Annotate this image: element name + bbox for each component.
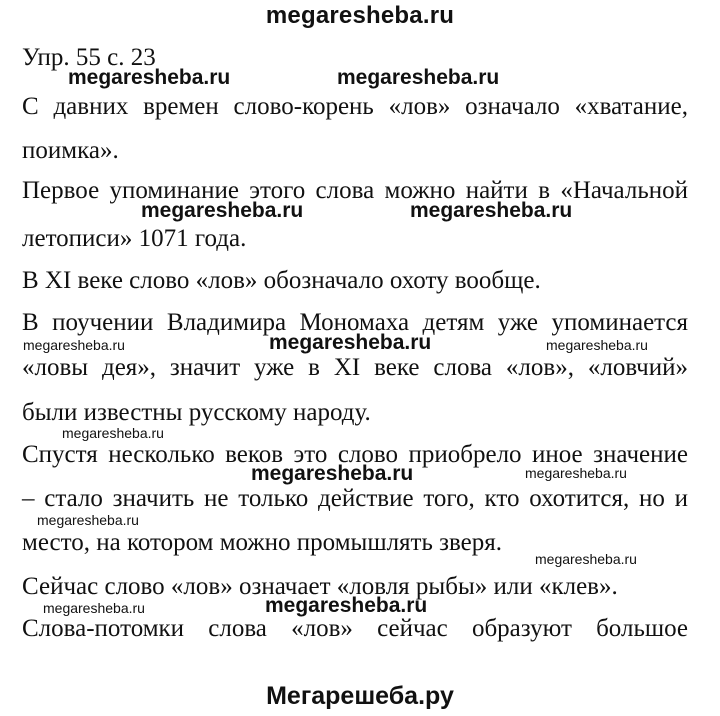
exercise-label: Упр. 55 с. 23 bbox=[22, 44, 156, 71]
text-line-7: «ловы дея», значит уже в XI веке слова «лов», «ловчий» bbox=[22, 354, 688, 381]
text-line-12: Сейчас слово «лов» означает «ловля рыбы» или «клев». bbox=[22, 573, 618, 600]
watermark: megaresheba.ru bbox=[141, 199, 304, 222]
text-line-13: Слова-потомки слова «лов» сейчас образуют большое bbox=[22, 615, 688, 642]
watermark: megaresheba.ru bbox=[525, 465, 627, 481]
watermark: megaresheba.ru bbox=[269, 331, 432, 354]
text-line-5: В XI веке слово «лов» обозначало охоту вообще. bbox=[22, 267, 541, 294]
watermark: megaresheba.ru bbox=[535, 551, 637, 567]
text-line-4: летописи» 1071 года. bbox=[22, 225, 247, 252]
text-line-2: поимка». bbox=[22, 137, 119, 164]
text-line-1: С давних времен слово-корень «лов» означало «хватание, bbox=[22, 93, 688, 120]
watermark: megaresheba.ru bbox=[23, 337, 125, 353]
site-footer: Мегарешеба.ру bbox=[266, 682, 454, 710]
watermark: megaresheba.ru bbox=[410, 199, 573, 222]
text-line-8: были известны русскому народу. bbox=[22, 399, 371, 426]
text-line-6: В поучении Владимира Мономаха детям уже упоминается bbox=[22, 309, 688, 336]
watermark: megaresheba.ru bbox=[68, 66, 231, 89]
watermark: megaresheba.ru bbox=[37, 512, 139, 528]
text-line-11: место, на котором можно промышлять зверя. bbox=[22, 529, 502, 556]
text-line-3: Первое упоминание этого слова можно найти в «Начальной bbox=[22, 177, 688, 204]
text-line-9: Спустя несколько веков это слово приобрело иное значение bbox=[22, 441, 688, 468]
watermark: megaresheba.ru bbox=[251, 462, 414, 485]
watermark: megaresheba.ru bbox=[265, 594, 428, 617]
watermark: megaresheba.ru bbox=[62, 425, 164, 441]
watermark: megaresheba.ru bbox=[546, 337, 648, 353]
site-header: megaresheba.ru bbox=[265, 2, 455, 29]
text-line-10: – стало значить не только действие того, кто охотится, но и bbox=[22, 485, 688, 512]
watermark: megaresheba.ru bbox=[337, 66, 500, 89]
watermark: megaresheba.ru bbox=[43, 600, 145, 616]
